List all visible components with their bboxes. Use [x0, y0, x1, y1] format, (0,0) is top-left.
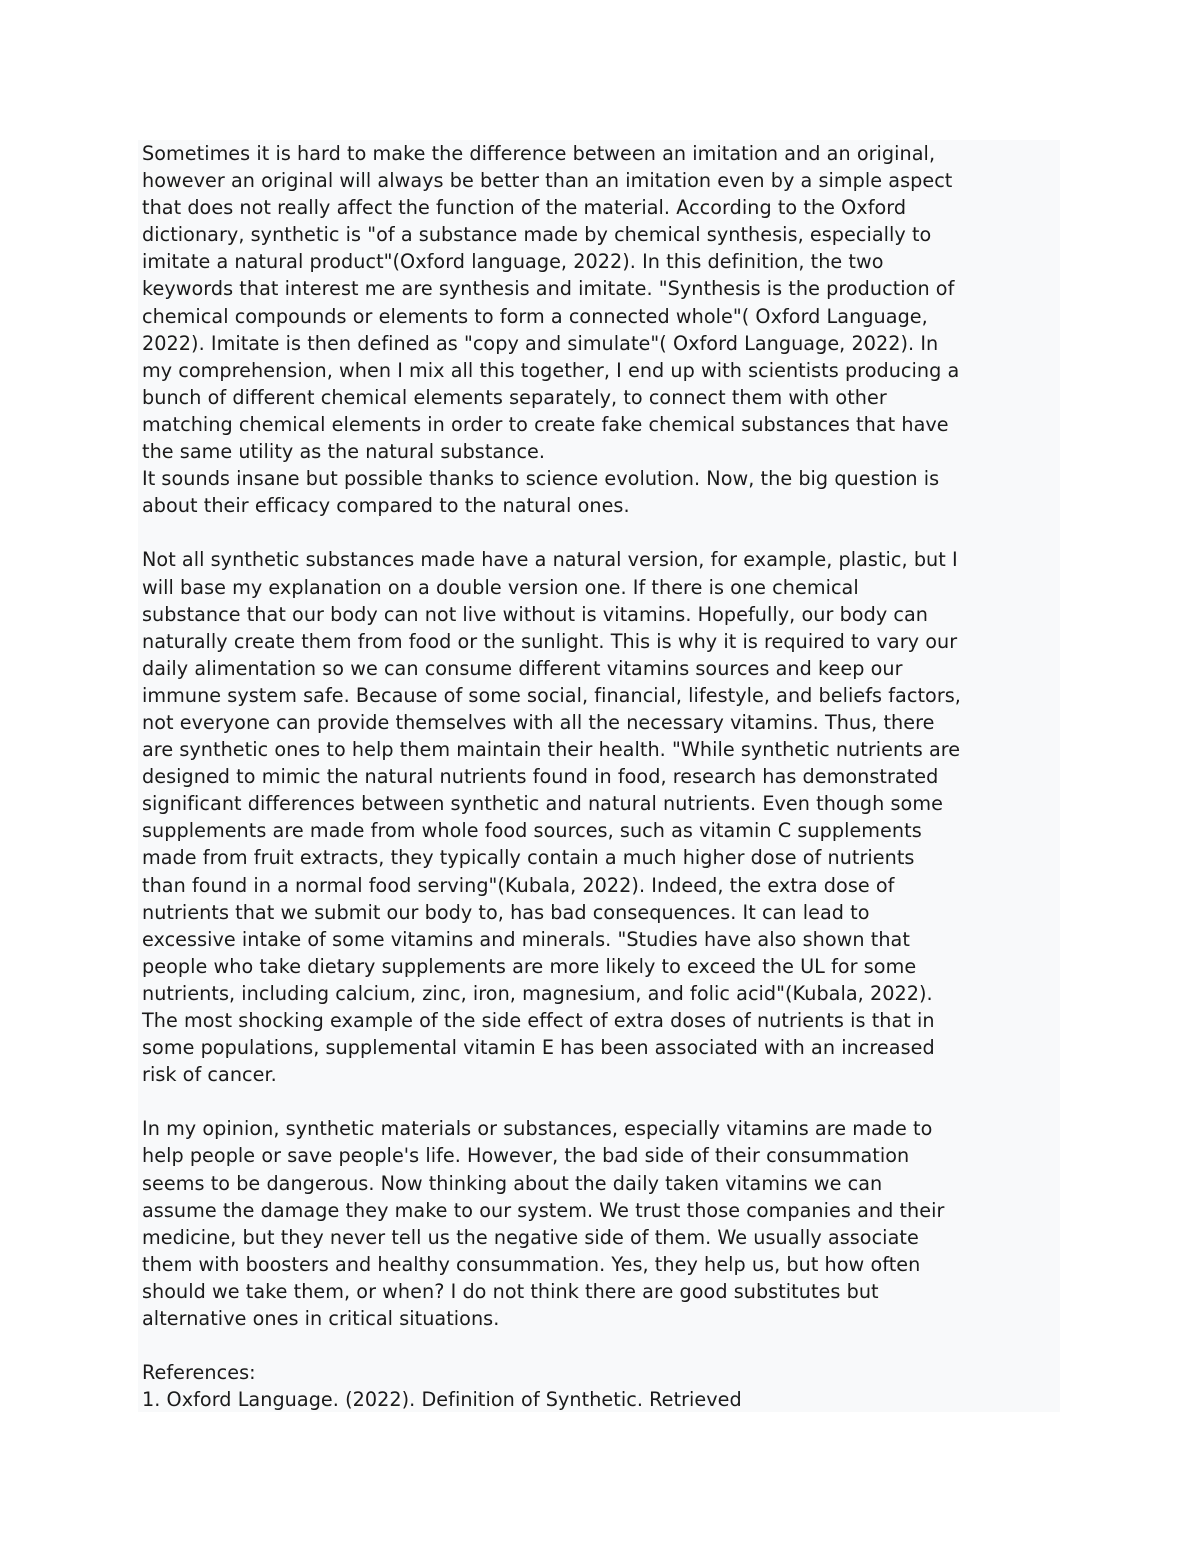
text-line: significant differences between synthetic and natural nutrients. Even though some [142, 792, 943, 816]
references-section [142, 1359, 1060, 1413]
text-line: my comprehension, when I mix all this together, I end up with scientists producing a [142, 358, 960, 382]
text-line: designed to mimic the natural nutrients found in food, research has demonstrated [142, 765, 939, 789]
text-line: bunch of different chemical elements separately, to connect them with other [142, 385, 887, 409]
text-line: alternative ones in critical situations. [142, 1307, 500, 1331]
paragraph-spacer [142, 1332, 1060, 1359]
text-line: supplements are made from whole food sources, such as vitamin C supplements [142, 819, 922, 843]
text-line: not everyone can provide themselves with all the necessary vitamins. Thus, there [142, 710, 935, 734]
text-line: them with boosters and healthy consummation. Yes, they help us, but how often [142, 1252, 921, 1276]
text-line: should we take them, or when? I do not think there are good substitutes but [142, 1279, 879, 1303]
text-line: immune system safe. Because of some social, financial, lifestyle, and beliefs factors, [142, 683, 961, 707]
text-line: will base my explanation on a double version one. If there is one chemical [142, 575, 859, 599]
text-line: In my opinion, synthetic materials or substances, especially vitamins are made to [142, 1117, 933, 1141]
text-line: It sounds insane but possible thanks to science evolution. Now, the big question is [142, 467, 940, 491]
text-line: Sometimes it is hard to make the difference between an imitation and an original, [142, 142, 936, 165]
document-text-block [138, 140, 1060, 1412]
paragraph-spacer [142, 519, 1060, 546]
text-line: about their efficacy compared to the natural ones. [142, 494, 630, 518]
text-line: assume the damage they make to our system. We trust those companies and their [142, 1198, 945, 1222]
text-line: keywords that interest me are synthesis and imitate. "Synthesis is the production of [142, 277, 955, 301]
text-line: 2022). Imitate is then defined as "copy and simulate"( Oxford Language, 2022). In [142, 331, 939, 355]
text-line: medicine, but they never tell us the negative side of them. We usually associate [142, 1225, 919, 1249]
paragraph-intro [142, 140, 1060, 519]
text-line: dictionary, synthetic is "of a substance made by chemical synthesis, especially to [142, 223, 932, 247]
text-line: daily alimentation so we can consume different vitamins sources and keep our [142, 656, 903, 680]
text-line: naturally create them from food or the sunlight. This is why it is required to vary our [142, 629, 958, 653]
text-line: imitate a natural product"(Oxford language, 2022). In this definition, the two [142, 250, 884, 274]
text-line: nutrients that we submit our body to, has bad consequences. It can lead to [142, 900, 870, 924]
text-line: some populations, supplemental vitamin E has been associated with an increased [142, 1036, 935, 1060]
text-line: substance that our body can not live without is vitamins. Hopefully, our body can [142, 602, 928, 626]
text-line: risk of cancer. [142, 1063, 277, 1087]
text-line: made from fruit extracts, they typically contain a much higher dose of nutrients [142, 846, 915, 870]
text-line: chemical compounds or elements to form a connected whole"( Oxford Language, [142, 304, 928, 328]
text-line: The most shocking example of the side effect of extra doses of nutrients is that in [142, 1009, 935, 1032]
reference-item: 1. Oxford Language. (2022). Definition of Synthetic. Retrieved [142, 1388, 742, 1412]
paragraph-spacer [142, 1088, 1060, 1115]
references-heading: References: [142, 1361, 256, 1385]
text-line: than found in a normal food serving"(Kubala, 2022). Indeed, the extra dose of [142, 873, 895, 897]
text-line: help people or save people's life. However, the bad side of their consummation [142, 1144, 910, 1168]
text-line: are synthetic ones to help them maintain their health. "While synthetic nutrients are [142, 738, 961, 762]
text-line: that does not really affect the function of the material. According to the Oxford [142, 196, 907, 220]
text-line: matching chemical elements in order to create fake chemical substances that have [142, 412, 949, 436]
text-line: the same utility as the natural substance. [142, 440, 546, 464]
paragraph-opinion [142, 1115, 1060, 1332]
text-line: Not all synthetic substances made have a natural version, for example, plastic, but I [142, 548, 958, 572]
text-line: nutrients, including calcium, zinc, iron, magnesium, and folic acid"(Kubala, 2022). [142, 981, 933, 1005]
text-line: people who take dietary supplements are more likely to exceed the UL for some [142, 954, 917, 978]
text-line: seems to be dangerous. Now thinking about the daily taken vitamins we can [142, 1171, 883, 1195]
text-line: excessive intake of some vitamins and minerals. "Studies have also shown that [142, 927, 910, 951]
paragraph-vitamins [142, 546, 1060, 1088]
text-line: however an original will always be better than an imitation even by a simple aspect [142, 169, 953, 193]
